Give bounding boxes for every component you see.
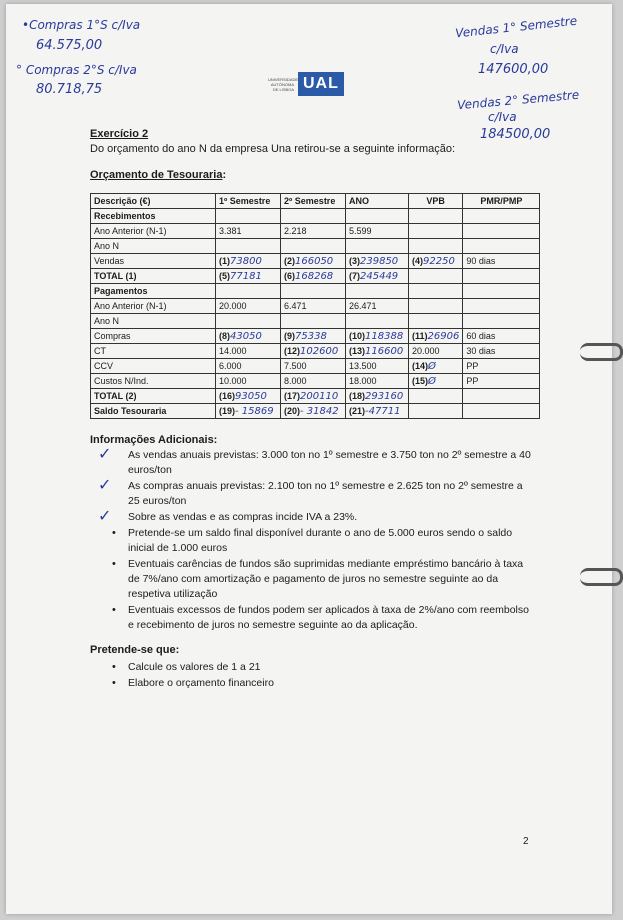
bullet-icon: •	[112, 558, 116, 570]
exercise-intro: Do orçamento do ano N da empresa Una retirou-se a seguinte informação:	[90, 143, 456, 155]
cell-label: (16)	[219, 390, 236, 401]
value-cell	[216, 254, 281, 269]
info-item	[92, 603, 532, 633]
table-row	[91, 239, 540, 254]
task-item	[92, 660, 532, 675]
row-label	[91, 359, 216, 374]
handwritten-value: 116600	[365, 345, 404, 357]
cell-label: 2.218	[284, 225, 307, 236]
value-cell	[216, 389, 281, 404]
value-cell	[409, 254, 463, 269]
task-item-text: Elabore o orçamento financeiro	[128, 677, 274, 689]
value-cell	[281, 269, 346, 284]
handwritten-note: 80.718,75	[36, 82, 103, 97]
header-sem1: 1º Semestre	[216, 194, 281, 209]
table-header-row	[91, 194, 540, 209]
value-cell	[281, 329, 346, 344]
handwritten-value: 118388	[365, 330, 404, 342]
task-item	[92, 676, 532, 691]
info-item	[92, 557, 532, 602]
handwritten-note: c/Iva	[490, 42, 519, 56]
row-label	[91, 269, 216, 284]
value-cell	[409, 329, 463, 344]
row-label	[91, 389, 216, 404]
row-label-text: CT	[94, 346, 106, 356]
pmr-cell	[463, 284, 540, 299]
info-item	[92, 510, 532, 525]
page-number: 2	[523, 836, 529, 847]
cell-label: 20.000	[412, 345, 440, 356]
cell-label: 10.000	[219, 375, 247, 386]
value-cell	[281, 404, 346, 419]
cell-label: (11)	[412, 330, 428, 341]
value-cell	[409, 404, 463, 419]
value-cell	[281, 299, 346, 314]
pmr-value: 60 dias	[466, 331, 496, 341]
row-label	[91, 224, 216, 239]
handwritten-note: Vendas 2° Semestre	[456, 87, 580, 113]
value-cell	[409, 284, 463, 299]
table-row	[91, 329, 540, 344]
row-label-text: Recebimentos	[94, 211, 156, 221]
value-cell	[409, 374, 463, 389]
value-cell	[216, 404, 281, 419]
value-cell	[346, 404, 409, 419]
cell-label: (7)	[349, 270, 360, 281]
value-cell	[409, 344, 463, 359]
row-label-text: Custos N/Ind.	[94, 376, 149, 386]
row-label-text: TOTAL (1)	[94, 271, 137, 281]
table-row	[91, 344, 540, 359]
value-cell	[216, 284, 281, 299]
table-row	[91, 359, 540, 374]
table-row	[91, 269, 540, 284]
row-label	[91, 374, 216, 389]
cell-label: 26.471	[349, 300, 377, 311]
table-row	[91, 314, 540, 329]
value-cell	[281, 344, 346, 359]
table-row	[91, 389, 540, 404]
pmr-cell	[463, 254, 540, 269]
pmr-cell	[463, 374, 540, 389]
handwritten-note: ° Compras 2°S c/Iva	[16, 63, 137, 77]
value-cell	[216, 224, 281, 239]
logo-subtitle: UNIVERSIDADE AUTÓNOMA DE LISBOA	[268, 76, 299, 92]
handwritten-value: 239850	[360, 255, 399, 267]
cell-label: (5)	[219, 270, 230, 281]
value-cell	[346, 374, 409, 389]
pmr-cell	[463, 269, 540, 284]
value-cell	[346, 209, 409, 224]
pmr-cell	[463, 344, 540, 359]
value-cell	[409, 209, 463, 224]
info-item-text: Eventuais carências de fundos são suprimidas mediante empréstimo bancário à taxa de 7%/ano com amortização e pagamento de juros no semestre seguinte ao da respetiva utilização	[128, 558, 524, 600]
value-cell	[346, 299, 409, 314]
pmr-value: 90 dias	[466, 256, 496, 266]
value-cell	[409, 224, 463, 239]
cell-label: (1)	[219, 255, 230, 266]
value-cell	[409, 269, 463, 284]
handwritten-value: 166050	[295, 255, 334, 267]
row-label	[91, 329, 216, 344]
pmr-value: PP	[466, 361, 479, 371]
info-item-text: Sobre as vendas e as compras incide IVA a 23%.	[128, 511, 358, 523]
tasks-heading: Pretende-se que:	[90, 644, 180, 656]
logo-mark: UAL	[298, 72, 344, 96]
value-cell	[409, 239, 463, 254]
row-label	[91, 209, 216, 224]
handwritten-value: 26906	[427, 330, 460, 342]
tasks-list	[92, 660, 532, 692]
handwritten-value: - 31842	[300, 405, 339, 417]
cell-label: (6)	[284, 270, 295, 281]
value-cell	[216, 359, 281, 374]
value-cell	[281, 389, 346, 404]
pmr-value: 30 dias	[466, 346, 496, 356]
value-cell	[216, 299, 281, 314]
handwritten-value: 245449	[360, 270, 399, 282]
cell-label: 18.000	[349, 375, 377, 386]
table-row	[91, 299, 540, 314]
row-label	[91, 239, 216, 254]
row-label	[91, 254, 216, 269]
cell-label: 13.500	[349, 360, 377, 371]
value-cell	[346, 314, 409, 329]
info-heading: Informações Adicionais:	[90, 434, 218, 446]
value-cell	[281, 359, 346, 374]
value-cell	[216, 329, 281, 344]
info-item-text: As vendas anuais previstas: 3.000 ton no 1º semestre e 3.750 ton no 2º semestre a 40 euros/ton	[128, 449, 531, 476]
table-row	[91, 254, 540, 269]
pmr-cell	[463, 329, 540, 344]
info-item	[92, 526, 532, 556]
value-cell	[346, 284, 409, 299]
value-cell	[409, 299, 463, 314]
value-cell	[346, 269, 409, 284]
handwritten-value: 200110	[300, 390, 339, 402]
handwritten-value: 102600	[300, 345, 339, 357]
table-row	[91, 374, 540, 389]
info-item-text: Pretende-se um saldo final disponível durante o ano de 5.000 euros sendo o saldo inicial de 1.000 euros	[128, 527, 513, 554]
table-row	[91, 404, 540, 419]
value-cell	[281, 239, 346, 254]
row-label	[91, 314, 216, 329]
value-cell	[346, 224, 409, 239]
header-pmr: PMR/PMP	[463, 194, 540, 209]
value-cell	[281, 224, 346, 239]
checkmark-icon: ✓	[98, 446, 112, 463]
value-cell	[216, 209, 281, 224]
pmr-cell	[463, 314, 540, 329]
row-label-text: Pagamentos	[94, 286, 148, 296]
cell-label: (14)	[412, 360, 429, 371]
value-cell	[216, 269, 281, 284]
cell-label: (4)	[412, 255, 423, 266]
table-row	[91, 284, 540, 299]
value-cell	[346, 344, 409, 359]
row-label-text: CCV	[94, 361, 114, 371]
pmr-cell	[463, 239, 540, 254]
info-item-text: As compras anuais previstas: 2.100 ton no 1º semestre e 2.625 ton no 2º semestre a 25 euros/ton	[128, 480, 523, 507]
checkmark-icon: ✓	[98, 477, 112, 494]
handwritten-value: -47711	[365, 405, 401, 417]
budget-heading-suffix: :	[222, 169, 227, 181]
handwritten-value: 168268	[295, 270, 334, 282]
value-cell	[346, 254, 409, 269]
value-cell	[281, 284, 346, 299]
pmr-cell	[463, 209, 540, 224]
value-cell	[281, 254, 346, 269]
row-label-text: Ano Anterior (N-1)	[94, 226, 167, 236]
cell-label: (8)	[219, 330, 230, 341]
cell-label: 8.000	[284, 375, 307, 386]
handwritten-note: 64.575,00	[36, 38, 103, 53]
info-item	[92, 479, 532, 509]
header-vpb: VPB	[409, 194, 463, 209]
bullet-icon: •	[112, 527, 116, 539]
info-item-text: Eventuais excessos de fundos podem ser aplicados à taxa de 2%/ano com reembolso e recebimento de juros no semestre seguinte ao da aplicação.	[128, 604, 529, 631]
handwritten-note: 147600,00	[478, 62, 549, 77]
value-cell	[216, 314, 281, 329]
table-row	[91, 209, 540, 224]
cell-label: (21)	[349, 405, 366, 416]
value-cell	[216, 374, 281, 389]
value-cell	[281, 314, 346, 329]
bullet-icon: •	[112, 661, 116, 673]
cell-label: (3)	[349, 255, 360, 266]
bullet-icon: •	[112, 604, 116, 616]
value-cell	[346, 389, 409, 404]
cell-label: 14.000	[219, 345, 247, 356]
cell-label: (15)	[412, 375, 429, 386]
exercise-title: Exercício 2	[90, 128, 149, 140]
binder-ring	[580, 343, 623, 361]
bullet-icon: •	[112, 677, 116, 689]
cell-label: (20)	[284, 405, 301, 416]
pmr-cell	[463, 389, 540, 404]
row-label-text: Ano N	[94, 316, 120, 326]
cell-label: (19)	[219, 405, 236, 416]
handwritten-value: 92250	[423, 255, 455, 267]
value-cell	[281, 209, 346, 224]
cell-label: 6.000	[219, 360, 242, 371]
header-year: ANO	[346, 194, 409, 209]
cell-label: 3.381	[219, 225, 242, 236]
row-label-text: Saldo Tesouraria	[94, 406, 167, 416]
cell-label: (13)	[349, 345, 366, 356]
budget-heading	[90, 168, 226, 182]
handwritten-note: •Compras 1°S c/Iva	[22, 18, 141, 32]
budget-table	[90, 193, 540, 419]
value-cell	[216, 344, 281, 359]
table-row	[91, 224, 540, 239]
handwritten-value: 77181	[230, 270, 262, 282]
info-list	[92, 448, 532, 634]
cell-label: (12)	[284, 345, 301, 356]
row-label	[91, 284, 216, 299]
value-cell	[346, 239, 409, 254]
value-cell	[346, 359, 409, 374]
cell-label: (10)	[349, 330, 366, 341]
row-label-text: Ano N	[94, 241, 120, 251]
row-label-text: Vendas	[94, 256, 125, 266]
cell-label: 20.000	[219, 300, 247, 311]
header-sem2: 2º Semestre	[281, 194, 346, 209]
row-label	[91, 404, 216, 419]
handwritten-value: 293160	[365, 390, 404, 402]
handwritten-value: 43050	[230, 330, 262, 342]
row-label-text: Compras	[94, 331, 131, 341]
cell-label: (2)	[284, 255, 295, 266]
cell-label: (9)	[284, 330, 295, 341]
handwritten-note: Vendas 1° Semestre	[454, 13, 578, 41]
row-label	[91, 299, 216, 314]
budget-heading-text: Orçamento de Tesouraria	[90, 169, 223, 181]
value-cell	[409, 389, 463, 404]
cell-label: 6.471	[284, 300, 307, 311]
binder-ring	[580, 568, 623, 586]
cell-label: (18)	[349, 390, 366, 401]
pmr-cell	[463, 299, 540, 314]
handwritten-value: - 15869	[235, 405, 274, 417]
handwritten-value: Ø	[428, 360, 436, 372]
checkmark-icon: ✓	[98, 508, 112, 525]
pmr-cell	[463, 404, 540, 419]
value-cell	[216, 239, 281, 254]
value-cell	[409, 359, 463, 374]
handwritten-value: 73800	[230, 255, 262, 267]
value-cell	[346, 329, 409, 344]
cell-label: 7.500	[284, 360, 307, 371]
handwritten-note: 184500,00	[480, 127, 551, 142]
info-item	[92, 448, 532, 478]
handwritten-value: 93050	[235, 390, 267, 402]
pmr-cell	[463, 224, 540, 239]
header-description: Descrição (€)	[91, 194, 216, 209]
cell-label: (17)	[284, 390, 301, 401]
handwritten-value: 75338	[295, 330, 327, 342]
cell-label: 5.599	[349, 225, 372, 236]
handwritten-value: Ø	[428, 375, 436, 387]
value-cell	[409, 314, 463, 329]
row-label-text: TOTAL (2)	[94, 391, 137, 401]
university-logo	[268, 72, 344, 96]
value-cell	[281, 374, 346, 389]
handwritten-note: c/Iva	[488, 110, 517, 124]
row-label	[91, 344, 216, 359]
pmr-cell	[463, 359, 540, 374]
pmr-value: PP	[466, 376, 479, 386]
row-label-text: Ano Anterior (N-1)	[94, 301, 167, 311]
task-item-text: Calcule os valores de 1 a 21	[128, 661, 261, 673]
